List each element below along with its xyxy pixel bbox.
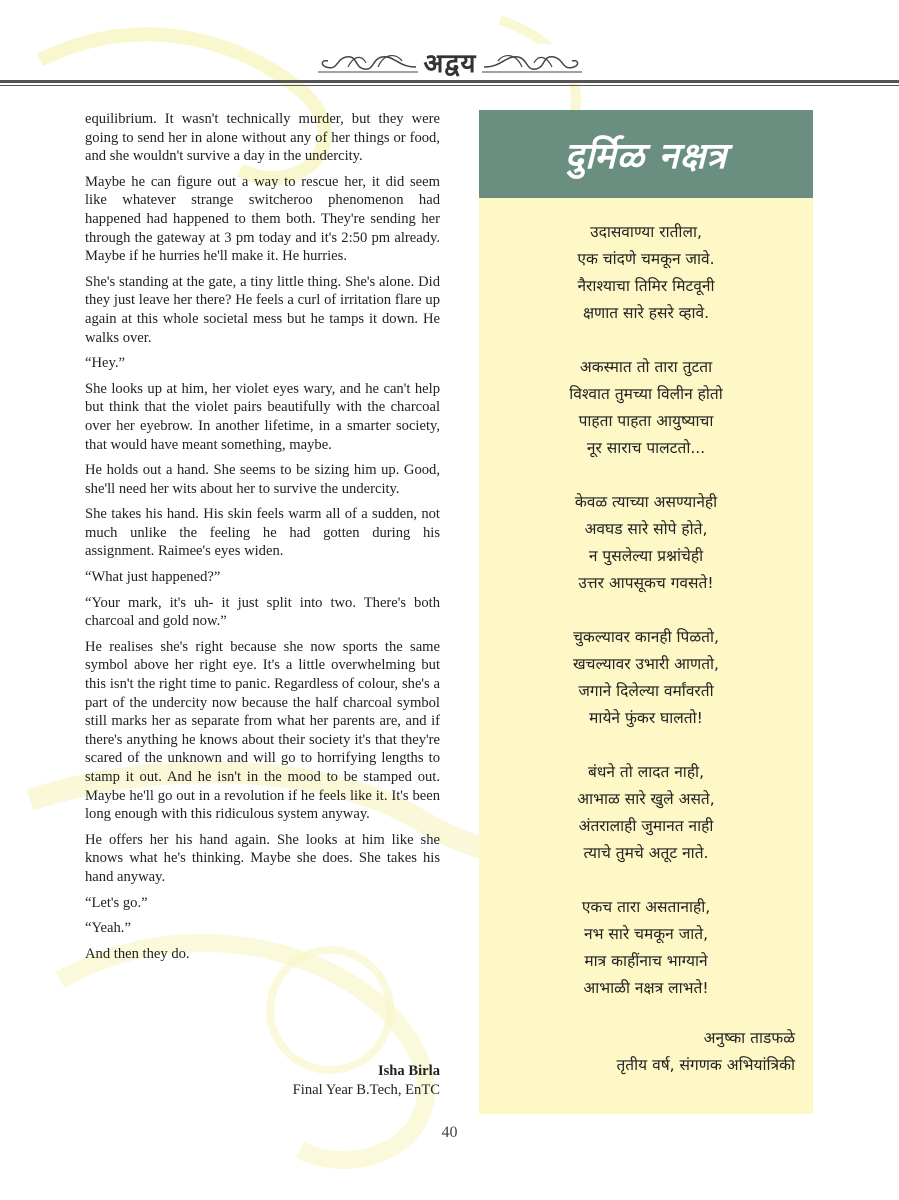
poem-line: नूर साराच पालटतो... [586,439,706,457]
story-paragraph: He realises she's right because she now sports the same symbol above her right eye. It's a little overwhelming but this isn't the right time to panic. Regardless of colour, she's a part of the undercity now because the half charcoal symbol still marks her as separate from what her parents are, and if there's anything he knows about their society it's that they're scared of the unknown and will go to horrifying lengths to stamp it out. And he isn't in the mood to be stamped out. Maybe he'll go out in a revolution if he feels like it. It's been long enough with this ridiculous system anyway. [85,638,440,823]
poem-line: अवघड सारे सोपे होते, [584,520,708,538]
poem-line: न पुसलेल्या प्रश्नांचेही [588,547,704,565]
left-ornament-icon [318,49,418,75]
story-paragraph: “Hey.” [85,355,125,372]
story-paragraph: Maybe he can figure out a way to rescue her, it did seem like whatever strange switcheroo phenomenon had happened had happened to them both. They're sending her through the gateway at 3 pm today and it's 2:50 pm already. Maybe if he hurries he'll make it. He hurries. [85,173,440,265]
poem-line: नैराश्याचा तिमिर मिटवूनी [577,277,715,295]
poem-line: क्षणात सारे हसरे व्हावे. [582,304,710,322]
poem-line: खचल्यावर उभारी आणतो, [572,655,719,673]
poem-stanza [479,219,813,327]
poet-detail: तृतीय वर्ष, संगणक अभियांत्रिकी [616,1056,795,1074]
poem-title: दुर्मिळ नक्षत्र [564,135,728,177]
poem-line: विश्वात तुमच्या विलीन होतो [569,385,723,403]
poem-stanza [479,894,813,1002]
story-text [85,110,440,970]
story-byline [85,1062,440,1100]
story-paragraph: “Let's go.” [85,894,148,911]
poem-body [479,198,813,1002]
poem-line: चुकल्यावर कानही पिळतो, [573,628,719,646]
story-paragraph: She's standing at the gate, a tiny little thing. She's alone. Did they just leave her there? He feels a curl of irritation flare up again at this whole societal mess but he tamps it down. He walks over. [85,273,440,346]
poem-line: बंधने तो लादत नाही, [588,763,704,781]
poem-line: नभ सारे चमकून जाते, [583,925,708,943]
author-detail: Final Year B.Tech, EnTC [292,1082,440,1098]
story-paragraph: He offers her his hand again. She looks at him like she knows what he's thinking. Maybe she does. She takes his hand anyway. [85,831,440,885]
poem-line: आभाळ सारे खुले असते, [577,790,715,808]
story-paragraph: “Your mark, it's uh- it just split into two. There's both charcoal and gold now.” [85,594,440,630]
header-title: अद्वय [423,49,477,79]
poem-stanza [479,354,813,462]
poem-line: केवळ त्याच्या असण्यानेही [574,493,718,511]
poem-stanza [479,489,813,597]
story-paragraph: She takes his hand. His skin feels warm all of a sudden, not much unlike the feeling he had gotten during his assignment. Raimee's eyes widen. [85,506,440,560]
poem-banner [479,110,813,198]
poem-line: उत्तर आपसूकच गवसते! [578,574,714,592]
story-paragraph: And then they do. [85,945,190,962]
right-ornament-icon [482,49,582,75]
header-ornament-group [305,44,595,80]
poem-line: त्याचे तुमचे अतूट नाते. [583,844,709,862]
poem-line: उदासवाण्या रातीला, [590,223,702,241]
poem-line: जगाने दिलेल्या वर्मांवरती [578,682,714,700]
page-number: 40 [441,1124,458,1141]
author-name: Isha Birla [377,1063,440,1079]
page-header [0,38,899,88]
poem-line: पाहता पाहता आयुष्याचा [578,412,714,430]
poem-line: आभाळी नक्षत्र लाभते! [583,979,709,997]
poem-box [479,110,813,1114]
story-paragraph: “What just happened?” [85,569,221,586]
header-rule-thick [0,80,899,83]
story-paragraph: He holds out a hand. She seems to be sizing him up. Good, she'll need her wits about her to survive the undercity. [85,462,440,497]
poem-line: अंतरालाही जुमानत नाही [578,817,714,835]
poem-line: मायेने फुंकर घालतो! [589,709,703,727]
poem-line: एकच तारा असतानाही, [581,898,711,916]
poem-credit [479,1025,813,1079]
poem-stanza [479,759,813,867]
story-paragraph: “Yeah.” [85,920,131,937]
story-paragraph: She looks up at him, her violet eyes wary, and he can't help but think that the violet pairs beautifully with the charcoal over her eyebrow. In another lifetime, in a smarter society, that would have meant something, maybe. [85,380,440,453]
poem-stanza [479,624,813,732]
poem-line: एक चांदणे चमकून जावे. [577,250,715,268]
poem-line: मात्र काहींनाच भाग्याने [584,952,708,970]
story-paragraph: equilibrium. It wasn't technically murder, but they were going to send her in alone without any of her things or food, and she wouldn't survive a day in the undercity. [85,111,440,165]
poem-line: अकस्मात तो तारा तुटता [579,358,713,376]
poet-name: अनुष्का ताडफळे [703,1029,795,1047]
header-rule-thin [0,85,899,86]
